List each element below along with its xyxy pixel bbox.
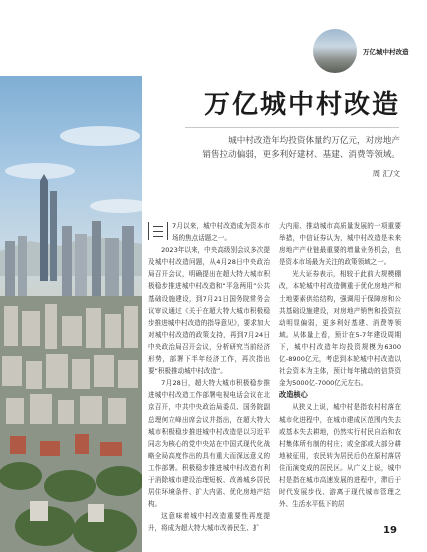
article-title: 万亿城中村改造 (203, 90, 400, 120)
paragraph: 2023年以来，中央高级别会议多次提及城中村改造问题，从4月28日中央政治局召开会议，明确提出在超大特大城市积极稳步推进城中村改造和“平急两用”公共基础设施建设，到7月21日国务院常务会议审议通过《关于在超大特大城市积极稳步推进城中村改造的指导意见》，要求加大对城中村改造的政策支持，再到7月24日中央政治局召开会议，分析研究当前经济形势，部署下半年经济工作，再次指出要“积极推动城中村改造”。 (148, 246, 270, 376)
body-column-1 (148, 220, 270, 534)
paragraph: 大内需、推动城市高质量发展的一项重要举措，中信证券认为，城中村改造是未来房地产产业链最重要的增量业务机会，也是资本市场最为关注的政策领域之一。 (279, 222, 401, 267)
paragraph (148, 220, 270, 244)
paragraph-text: 7月以来，城中村改造成为资本市场的焦点话题之一。 (172, 222, 270, 243)
paragraph: 光大证券表示，相较于此前大规模棚改，本轮城中村改造侧重于优化房地产和土地要素供给结构，强调用于保障房和公共基础设施建设，对房地产销售和投资拉动明显偏弱，更多利好基建、消费等领域。从体量上看，预计在5-7年建设周期下，城中村改造年均投资规模为6300亿-8900亿元，考虑到本轮城中村改造以社会资本为主体，预计每年撬动的信贷资金为5000亿-7000亿元左右。 (279, 270, 401, 388)
section-tag-label: 万亿城中村改造 (363, 47, 409, 56)
skyline-illustration (0, 76, 142, 552)
deck-line-1: 城中村改造年均投资体量约万亿元，对房地产 (228, 136, 400, 146)
section-thumbnail-image (313, 29, 357, 73)
deck-line-2: 销售拉动偏弱，更多利好建材、基建、消费等领域。 (202, 150, 400, 160)
article-deck (170, 134, 400, 162)
paragraph: 这意味着城中村改造重要性再度提升，将成为超大特大城市改善民生、扩 (148, 512, 270, 533)
section-tag (313, 29, 409, 73)
body-column-2 (279, 220, 401, 510)
page-number: 19 (383, 525, 397, 536)
dropcap-mark-icon (148, 222, 168, 240)
section-subhead: 改造核心 (279, 390, 308, 400)
title-divider (185, 127, 399, 128)
paragraph: 7月28日，超大特大城市积极稳步推进城中村改造工作部署电视电话会议在北京召开，中共中央政治局委员、国务院副总理何立峰出席会议并指出，在超大特大城市积极稳步推进城中村改造是以习近平同志为核心的党中央站在中国式现代化战略全局高度作出的具有重大而深远意义的工作部署。积极稳步推进城中村改造有利于消除城市建设治理短板、改善城乡居民居住环境条件、扩大内需、优化房地产结构。 (148, 379, 270, 509)
author-byline: 周 汇/文 (372, 169, 400, 178)
paragraph: 从狭义上说，城中村是指农村村落在城市化进程中，在城市建成区范围内失去或基本失去耕地，仍然实行村民自治和农村集体所有制的村庄；或全部或大部分耕地被征用，农民转为居民后仍在原村落居住而演变成的居民区。从广义上说，城中村是指在城市高速发展的进程中，滞后于时代发展步伐、游离于现代城市管理之外、生活水平低下的居 (279, 403, 401, 509)
city-skyline-photo (0, 76, 142, 552)
